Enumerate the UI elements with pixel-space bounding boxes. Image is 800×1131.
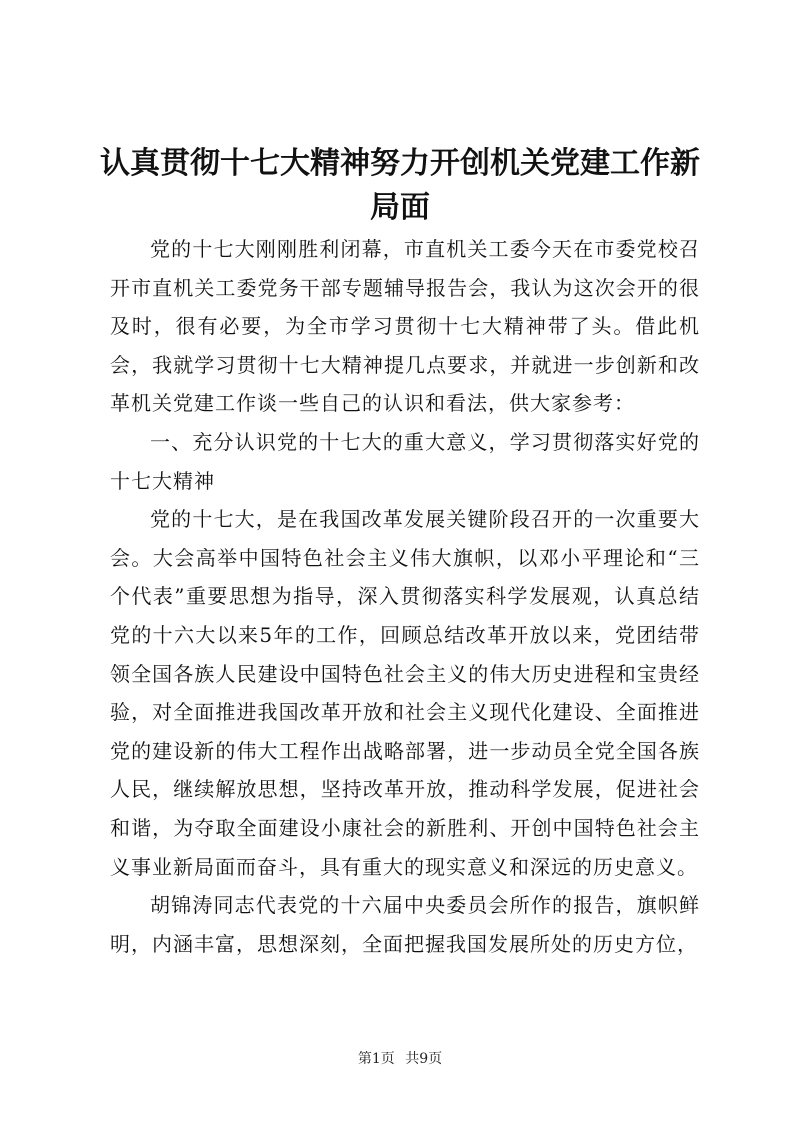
paragraph-congress-significance: 党的十七大，是在我国改革发展关键阶段召开的一次重要大会。大会高举中国特色社会主义伟大旗帜，以邓小平理论和“三个代表”重要思想为指导，深入贯彻落实科学发展观，认真总结党的十六大以来5年的工作，回顾总结改革开放以来，党团结带领全国各族人民建设中国特色社会主义的伟大历史进程和宝贵经验，对全面推进我国改革开放和社会主义现代化建设、全面推进党的建设新的伟大工程作出战略部署，进一步动员全党全国各族人民，继续解放思想，坚持改革开放，推动科学发展，促进社会和谐，为夺取全面建设小康社会的新胜利、开创中国特色社会主义事业新局面而奋斗，具有重大的现实意义和深远的历史意义。	[110, 507, 700, 879]
document-title: 认真贯彻十七大精神努力开创机关党建工作新局面	[100, 146, 700, 225]
paragraph-intro: 党的十七大刚刚胜利闭幕，市直机关工委今天在市委党校召开市直机关工委党务干部专题辅导报告会，我认为这次会开的很及时，很有必要，为全市学习贯彻十七大精神带了头。借此机会，我就学习贯彻十七大精神提几点要求，并就进一步创新和改革机关党建工作谈一些自己的认识和看法，供大家参考：	[110, 237, 700, 416]
page-number-current: 第1页	[357, 1051, 395, 1067]
page-footer	[0, 1048, 800, 1068]
document-body	[110, 230, 700, 963]
section-heading-1: 一、充分认识党的十七大的重大意义，学习贯彻落实好党的十七大精神	[110, 429, 700, 493]
paragraph-report: 胡锦涛同志代表党的十六届中央委员会所作的报告，旗帜鲜明，内涵丰富，思想深刻，全面把握我国发展所处的历史方位，	[110, 893, 700, 956]
page-number-total: 共9页	[405, 1051, 443, 1067]
